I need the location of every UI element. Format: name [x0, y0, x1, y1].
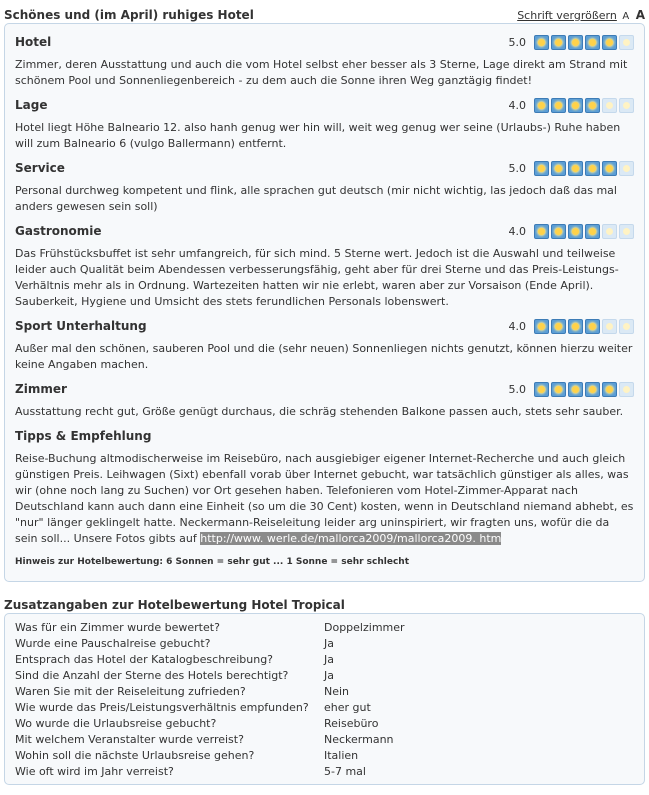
- info-question: Waren Sie mit der Reiseleitung zufrieden?: [15, 685, 246, 698]
- rating-score: 5.0: [508, 35, 526, 49]
- font-size-link[interactable]: Schrift vergrößern: [517, 9, 617, 22]
- info-answer: Ja: [324, 669, 334, 682]
- sun-filled-icon: [585, 319, 600, 334]
- font-large-option[interactable]: A: [635, 8, 645, 22]
- category-header: [15, 95, 634, 115]
- sun-empty-icon: [619, 98, 634, 113]
- category-list: [15, 32, 634, 420]
- category-rating: [508, 35, 634, 50]
- sun-rating: [532, 319, 634, 334]
- info-question: Was für ein Zimmer wurde bewertet?: [15, 621, 220, 634]
- info-row: [15, 748, 634, 764]
- sun-filled-icon: [551, 319, 566, 334]
- rating-score: 4.0: [508, 224, 526, 238]
- sun-filled-icon: [551, 35, 566, 50]
- category-rating: [508, 161, 634, 176]
- extra-box: [4, 613, 645, 785]
- sun-empty-icon: [602, 319, 617, 334]
- sun-filled-icon: [568, 98, 583, 113]
- rating-score: 5.0: [508, 382, 526, 396]
- category-text: Ausstattung recht gut, Größe genügt durchaus, die schräg stehenden Balkone passen auch, stets sehr sauber.: [15, 405, 624, 418]
- category-title: Hotel: [15, 35, 52, 49]
- tips-text: [15, 451, 634, 547]
- category-title: Sport Unterhaltung: [15, 319, 147, 333]
- sun-filled-icon: [602, 161, 617, 176]
- info-question: Wurde eine Pauschalreise gebucht?: [15, 637, 211, 650]
- info-question: Sind die Anzahl der Sterne des Hotels berechtigt?: [15, 669, 289, 682]
- sun-empty-icon: [619, 35, 634, 50]
- info-answer: Italien: [324, 749, 359, 762]
- sun-filled-icon: [585, 98, 600, 113]
- sun-filled-icon: [568, 319, 583, 334]
- info-row: [15, 716, 634, 732]
- sun-filled-icon: [585, 161, 600, 176]
- sun-filled-icon: [568, 35, 583, 50]
- tips-header: [15, 426, 634, 446]
- rating-box: [4, 23, 645, 582]
- category-rating: [508, 319, 634, 334]
- sun-filled-icon: [568, 382, 583, 397]
- info-question: Wie oft wird im Jahr verreist?: [15, 765, 174, 778]
- category-text: Außer mal den schönen, sauberen Pool und die (sehr neuen) Sonnenliegen nichts genutzt, können hierzu weiter keine Angaben machen.: [15, 342, 633, 371]
- info-answer: eher gut: [324, 701, 371, 714]
- info-question: Wohin soll die nächste Urlaubsreise gehen?: [15, 749, 255, 762]
- sun-empty-icon: [619, 382, 634, 397]
- info-answer: Nein: [324, 685, 350, 698]
- sun-filled-icon: [602, 35, 617, 50]
- info-answer: Reisebüro: [324, 717, 379, 730]
- info-question: Wo wurde die Urlaubsreise gebucht?: [15, 717, 217, 730]
- font-small-option[interactable]: A: [622, 11, 630, 22]
- category-header: [15, 158, 634, 178]
- info-row: [15, 620, 634, 636]
- rating-score: 4.0: [508, 319, 526, 333]
- sun-rating: [532, 382, 634, 397]
- info-row: [15, 764, 634, 780]
- category-text: Hotel liegt Höhe Balneario 12. also hanh genug wer hin will, weit weg genug wer seine (Urlaubs-) Ruhe haben will zum Balneario 6 (vulgo Ballermann) entfernt.: [15, 121, 621, 150]
- category-rating: [508, 98, 634, 113]
- info-row: [15, 700, 634, 716]
- info-row: [15, 684, 634, 700]
- tips-body: Reise-Buchung altmodischerweise im Reisebüro, nach ausgiebiger eigener Internet-Recherche und auch gleich günstigen Preis. Leihwagen (Sixt) ebenfall vorab über Internet gebucht, war tatsächlich günstiger als alles, was wir (ohne noch lang zu Suchen) vor Ort gesehen haben. Telefonieren vom Hotel-Zimmer-Apparat nach Deutschland kann auch dann eine Einheit (so um die 30 Cent) kosten, wenn in Deutschland niemand abhebt, es "nur" länger geklingelt hatte. Neckermann-Reiseleitung leider arg uninspiriert, wir fragten uns, wofür die da sein soll... Unsere Fotos gibts auf: [15, 452, 634, 545]
- info-answer: Neckermann: [324, 733, 394, 746]
- category-rating: [508, 382, 634, 397]
- sun-rating: [532, 161, 634, 176]
- sun-filled-icon: [551, 98, 566, 113]
- sun-filled-icon: [585, 382, 600, 397]
- category-text: Personal durchweg kompetent und flink, alle sprachen gut deutsch (mir nicht wichtig, las jedoch daß das mal anders gewesen sein soll): [15, 184, 617, 213]
- info-row: [15, 732, 634, 748]
- sun-rating: [532, 98, 634, 113]
- info-question: Mit welchem Veranstalter wurde verreist?: [15, 733, 244, 746]
- font-size-control[interactable]: [517, 8, 645, 22]
- sun-empty-icon: [602, 224, 617, 239]
- sun-empty-icon: [619, 161, 634, 176]
- extra-list: [15, 620, 634, 780]
- sun-filled-icon: [534, 319, 549, 334]
- info-question: Entsprach das Hotel der Katalogbeschreibung?: [15, 653, 274, 666]
- sun-empty-icon: [619, 319, 634, 334]
- sun-filled-icon: [551, 161, 566, 176]
- info-row: [15, 636, 634, 652]
- info-row: [15, 668, 634, 684]
- category-header: [15, 379, 634, 399]
- info-answer: Doppelzimmer: [324, 621, 405, 634]
- info-answer: 5-7 mal: [324, 765, 366, 778]
- info-answer: Ja: [324, 653, 334, 666]
- sun-empty-icon: [602, 98, 617, 113]
- info-row: [15, 652, 634, 668]
- sun-filled-icon: [568, 161, 583, 176]
- category-title: Gastronomie: [15, 224, 102, 238]
- rating-score: 5.0: [508, 161, 526, 175]
- rating-hint: Hinweis zur Hotelbewertung: 6 Sonnen = sehr gut ... 1 Sonne = sehr schlecht: [15, 557, 410, 567]
- sun-filled-icon: [551, 382, 566, 397]
- category-title: Zimmer: [15, 382, 67, 396]
- sun-filled-icon: [534, 98, 549, 113]
- tips-title: Tipps & Empfehlung: [15, 429, 152, 443]
- category-text: Zimmer, deren Ausstattung und auch die vom Hotel selbst eher besser als 3 Sterne, Lage direkt am Strand mit schönem Pool und Sonnenliegenbereich - zu dem auch die Sonne ihren Weg ganztägig findet!: [15, 58, 628, 87]
- sun-empty-icon: [619, 224, 634, 239]
- sun-filled-icon: [568, 224, 583, 239]
- category-title: Service: [15, 161, 65, 175]
- category-header: [15, 32, 634, 52]
- category-rating: [508, 224, 634, 239]
- category-text: Das Frühstücksbuffet ist sehr umfangreich, für sich mind. 5 Sterne wert. Jedoch ist die Auswahl und teilweise leider auch Qualität beim Abendessen verbesserungsfähig, geht aber für drei Sterne und das Preis-Leistungs-Verhältnis mehr als in Ordnung. Wartezeiten hatten wir nie erlebt, waren aber zur Vorsaison (Ende April). Sauberkeit, Hygiene und Umsicht des stets ferundlichen Personals lobenswert.: [15, 247, 619, 308]
- sun-filled-icon: [585, 35, 600, 50]
- category-header: [15, 316, 634, 336]
- sun-filled-icon: [534, 224, 549, 239]
- photos-link[interactable]: http://www. werle.de/mallorca2009/mallorca2009. htm: [200, 532, 502, 545]
- sun-rating: [532, 224, 634, 239]
- rating-score: 4.0: [508, 98, 526, 112]
- sun-filled-icon: [534, 35, 549, 50]
- info-question: Wie wurde das Preis/Leistungsverhältnis empfunden?: [15, 701, 309, 714]
- sun-filled-icon: [551, 224, 566, 239]
- category-title: Lage: [15, 98, 48, 112]
- sun-filled-icon: [534, 161, 549, 176]
- category-header: [15, 221, 634, 241]
- extra-title: Zusatzangaben zur Hotelbewertung Hotel Tropical: [4, 598, 345, 612]
- review-title: Schönes und (im April) ruhiges Hotel: [4, 8, 254, 22]
- info-answer: Ja: [324, 637, 334, 650]
- sun-filled-icon: [534, 382, 549, 397]
- sun-filled-icon: [602, 382, 617, 397]
- sun-filled-icon: [585, 224, 600, 239]
- sun-rating: [532, 35, 634, 50]
